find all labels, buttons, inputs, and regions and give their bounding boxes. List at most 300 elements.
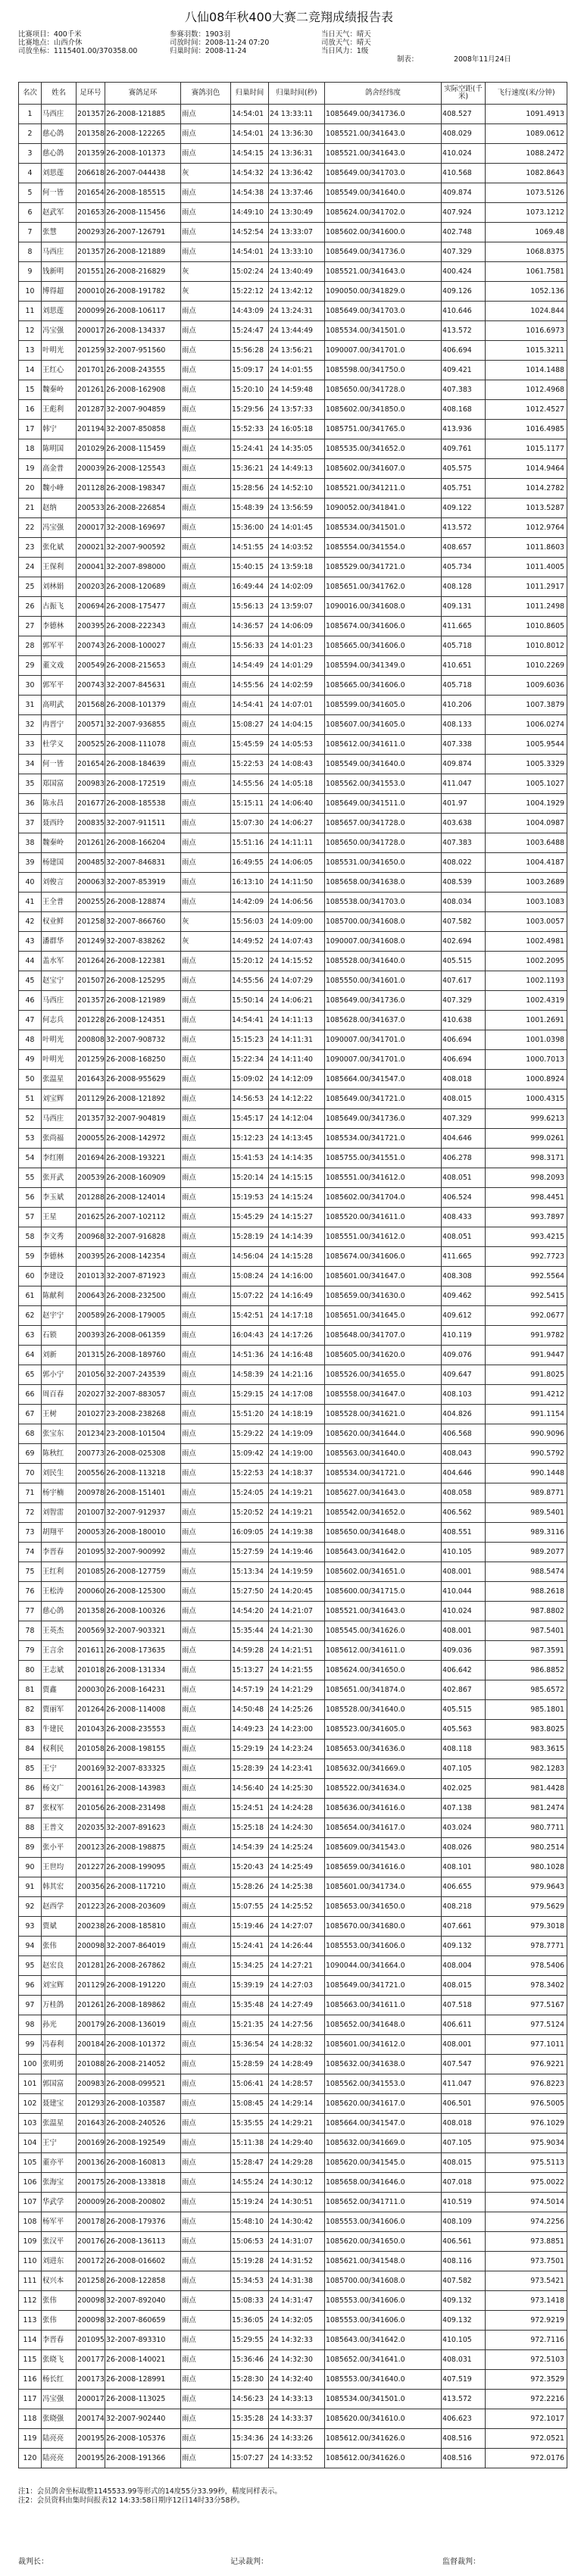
cell-loft-coordinates: 1085531.00/341650.0 xyxy=(325,853,442,873)
cell-loft-coordinates: 1085632.00/341669.0 xyxy=(325,1759,442,1779)
cell-loft-coordinates: 1085659.00/341616.0 xyxy=(325,1858,442,1877)
cell-color: 雨点 xyxy=(181,2212,231,2232)
cell-loft-coordinates: 1085528.00/341621.0 xyxy=(325,1405,442,1424)
cell-loft-coordinates: 1090052.00/341841.0 xyxy=(325,499,442,518)
cell-name: 张伟 xyxy=(42,2311,77,2331)
cell-ring-no: 26-2008-267862 xyxy=(105,1956,181,1976)
cell-loft-coordinates: 1085663.00/341611.0 xyxy=(325,1996,442,2015)
table-row xyxy=(19,1858,567,1877)
cell-speed: 1011.4005 xyxy=(486,558,567,577)
cell-color: 雨点 xyxy=(181,1405,231,1424)
cell-loft-coordinates: 1085665.00/341606.0 xyxy=(325,676,442,696)
cell-arrival-seconds: 24 14:26:44 xyxy=(269,1937,325,1956)
cell-ring-no: 32-2007-866760 xyxy=(105,912,181,932)
cell-name: 张伟 xyxy=(42,1937,77,1956)
cell-name: 王红利 xyxy=(42,1562,77,1582)
cell-speed: 987.3591 xyxy=(486,1641,567,1661)
cell-loft-coordinates: 1085658.00/341646.0 xyxy=(325,2173,442,2193)
cell-loft-coordinates: 1085601.00/341647.0 xyxy=(325,1267,442,1286)
cell-loft-coordinates: 1085650.00/341728.0 xyxy=(325,833,442,853)
table-row xyxy=(19,1897,567,1917)
cell-distance: 408.018 xyxy=(442,2114,486,2134)
cell-ring-no: 26-2008-100027 xyxy=(105,636,181,656)
table-row xyxy=(19,2094,567,2114)
cell-speed: 1004.0987 xyxy=(486,814,567,833)
cell-speed: 993.4215 xyxy=(486,1227,567,1247)
cell-ring-no: 26-2008-184639 xyxy=(105,755,181,774)
cell-speed: 1014.1488 xyxy=(486,361,567,380)
cell-arrival-seconds: 24 14:30:51 xyxy=(269,2193,325,2212)
cell-rank: 47 xyxy=(19,1011,42,1030)
cell-arrival-time: 15:34:36 xyxy=(231,2429,269,2449)
cell-speed: 1011.2917 xyxy=(486,577,567,597)
cell-distance: 407.617 xyxy=(442,971,486,991)
cell-loft-coordinates: 1085621.00/341548.0 xyxy=(325,2252,442,2271)
table-row xyxy=(19,1405,567,1424)
cell-ring-no: 26-2008-061359 xyxy=(105,1326,181,1346)
cell-distance: 409.076 xyxy=(442,1346,486,1365)
cell-speed: 1012.4968 xyxy=(486,380,567,400)
cell-name: 孙光 xyxy=(42,2015,77,2035)
cell-color: 雨点 xyxy=(181,676,231,696)
cell-ring-no: 32-2007-833325 xyxy=(105,1759,181,1779)
cell-ring-no: 26-2008-143983 xyxy=(105,1779,181,1799)
cell-distance: 408.116 xyxy=(442,2252,486,2271)
cell-speed: 992.0677 xyxy=(486,1306,567,1326)
table-row xyxy=(19,912,567,932)
cell-distance: 410.105 xyxy=(442,1543,486,1562)
table-row xyxy=(19,223,567,242)
cell-color: 雨点 xyxy=(181,2449,231,2468)
cell-member-no: 200174 xyxy=(77,2409,105,2429)
cell-member-no: 200041 xyxy=(77,558,105,577)
cell-arrival-seconds: 24 14:14:35 xyxy=(269,1149,325,1168)
cell-rank: 120 xyxy=(19,2449,42,2468)
cell-arrival-seconds: 24 14:16:48 xyxy=(269,1346,325,1365)
cell-arrival-time: 15:28:47 xyxy=(231,2153,269,2173)
cell-arrival-seconds: 24 14:31:47 xyxy=(269,2291,325,2311)
cell-name: 博得超 xyxy=(42,282,77,302)
cell-ring-no: 26-2008-101373 xyxy=(105,144,181,164)
cell-color: 雨点 xyxy=(181,538,231,558)
cell-ring-no: 26-2008-133818 xyxy=(105,2173,181,2193)
cell-name: 董文戏 xyxy=(42,656,77,676)
cell-arrival-seconds: 24 14:25:30 xyxy=(269,1779,325,1799)
cell-name: 郭小宁 xyxy=(42,1365,77,1385)
cell-speed: 972.3529 xyxy=(486,2370,567,2390)
cell-distance: 404.646 xyxy=(442,1464,486,1483)
cell-arrival-time: 15:20:14 xyxy=(231,1168,269,1188)
table-row xyxy=(19,1937,567,1956)
cell-arrival-seconds: 24 14:12:09 xyxy=(269,1070,325,1089)
cell-loft-coordinates: 1085602.00/341651.0 xyxy=(325,1562,442,1582)
cell-member-no: 200169 xyxy=(77,1759,105,1779)
cell-ring-no: 26-2008-216829 xyxy=(105,262,181,282)
cell-member-no: 200549 xyxy=(77,656,105,676)
cell-arrival-seconds: 24 14:07:01 xyxy=(269,696,325,715)
cell-rank: 115 xyxy=(19,2350,42,2370)
cell-distance: 409.131 xyxy=(442,597,486,617)
cell-arrival-seconds: 24 14:17:26 xyxy=(269,1326,325,1346)
cell-speed: 1002.2095 xyxy=(486,952,567,971)
cell-distance: 408.516 xyxy=(442,2449,486,2468)
cell-speed: 1073.5126 xyxy=(486,183,567,203)
cell-loft-coordinates: 1085649.00/341703.0 xyxy=(325,164,442,183)
cell-ring-no: 26-2008-240526 xyxy=(105,2114,181,2134)
cell-rank: 70 xyxy=(19,1464,42,1483)
cell-arrival-seconds: 24 14:31:52 xyxy=(269,2252,325,2271)
cell-distance: 408.051 xyxy=(442,1227,486,1247)
cell-name: 杨建国 xyxy=(42,853,77,873)
cell-distance: 402.748 xyxy=(442,223,486,242)
cell-speed: 989.3116 xyxy=(486,1523,567,1543)
cell-loft-coordinates: 1085653.00/341650.0 xyxy=(325,1897,442,1917)
cell-arrival-time: 15:29:19 xyxy=(231,1740,269,1759)
cell-speed: 985.6572 xyxy=(486,1680,567,1700)
cell-member-no: 200010 xyxy=(77,282,105,302)
cell-speed: 1000.4315 xyxy=(486,1089,567,1109)
cell-rank: 14 xyxy=(19,361,42,380)
cell-distance: 404.826 xyxy=(442,1405,486,1424)
cell-color: 雨点 xyxy=(181,952,231,971)
cell-speed: 972.7116 xyxy=(486,2331,567,2350)
cell-color: 雨点 xyxy=(181,1937,231,1956)
cell-arrival-seconds: 24 14:33:52 xyxy=(269,2449,325,2468)
cell-ring-no: 32-2007-845631 xyxy=(105,676,181,696)
table-row xyxy=(19,1799,567,1818)
cell-arrival-seconds: 24 14:13:45 xyxy=(269,1129,325,1149)
cell-speed: 989.5401 xyxy=(486,1503,567,1523)
cell-rank: 88 xyxy=(19,1818,42,1838)
cell-rank: 4 xyxy=(19,164,42,183)
cell-rank: 99 xyxy=(19,2035,42,2055)
cell-distance: 406.694 xyxy=(442,1030,486,1050)
cell-rank: 97 xyxy=(19,1996,42,2015)
cell-member-no: 200983 xyxy=(77,2074,105,2094)
cell-name: 权业鲜 xyxy=(42,912,77,932)
cell-arrival-time: 15:34:25 xyxy=(231,1956,269,1976)
cell-color: 雨点 xyxy=(181,2311,231,2331)
cell-arrival-seconds: 24 14:27:49 xyxy=(269,1996,325,2015)
cell-ring-no: 32-2008-169697 xyxy=(105,518,181,538)
cell-color: 雨点 xyxy=(181,1149,231,1168)
cell-distance: 410.638 xyxy=(442,1011,486,1030)
cell-rank: 38 xyxy=(19,833,42,853)
cell-arrival-time: 15:22:12 xyxy=(231,282,269,302)
cell-ring-no: 26-2008-121889 xyxy=(105,242,181,262)
cell-arrival-seconds: 24 14:12:22 xyxy=(269,1089,325,1109)
cell-loft-coordinates: 1090050.00/341829.0 xyxy=(325,282,442,302)
cell-arrival-time: 15:36:21 xyxy=(231,459,269,479)
cell-name: 华武学 xyxy=(42,2193,77,2212)
cell-arrival-seconds: 24 13:59:07 xyxy=(269,597,325,617)
cell-arrival-time: 15:35:44 xyxy=(231,1621,269,1641)
cell-loft-coordinates: 1085562.00/341553.0 xyxy=(325,2074,442,2094)
cell-color: 雨点 xyxy=(181,1602,231,1621)
cell-rank: 36 xyxy=(19,794,42,814)
cell-rank: 35 xyxy=(19,774,42,794)
cell-member-no: 200060 xyxy=(77,1582,105,1602)
cell-rank: 102 xyxy=(19,2094,42,2114)
cell-name: 冯宝强 xyxy=(42,518,77,538)
cell-distance: 409.132 xyxy=(442,2311,486,2331)
cell-rank: 58 xyxy=(19,1227,42,1247)
cell-ring-no: 26-2008-173635 xyxy=(105,1641,181,1661)
cell-distance: 407.519 xyxy=(442,2370,486,2390)
cell-name: 张明勇 xyxy=(42,2055,77,2074)
cell-color: 雨点 xyxy=(181,459,231,479)
cell-loft-coordinates: 1085599.00/341605.0 xyxy=(325,696,442,715)
footnote-2: 注2：会员资料由集时间报表12 14:33:58日期序12日14时33分58秒。 xyxy=(18,2496,245,2505)
header-arrival-time: 归巢时间 xyxy=(231,83,269,105)
cell-arrival-seconds: 24 14:19:46 xyxy=(269,1543,325,1562)
cell-arrival-seconds: 24 14:32:05 xyxy=(269,2311,325,2331)
cell-arrival-time: 14:58:39 xyxy=(231,1365,269,1385)
cell-ring-no: 26-2007-126791 xyxy=(105,223,181,242)
table-row xyxy=(19,2370,567,2390)
table-row xyxy=(19,1365,567,1385)
cell-member-no: 201043 xyxy=(77,1720,105,1740)
cell-member-no: 200017 xyxy=(77,321,105,341)
cell-loft-coordinates: 1085674.00/341606.0 xyxy=(325,1247,442,1267)
cell-speed: 1089.0612 xyxy=(486,124,567,144)
cell-rank: 103 xyxy=(19,2114,42,2134)
cell-member-no: 200743 xyxy=(77,636,105,656)
cell-member-no: 200055 xyxy=(77,1129,105,1149)
table-row xyxy=(19,1149,567,1168)
cell-name: 董亦平 xyxy=(42,2153,77,2173)
cell-speed: 983.8025 xyxy=(486,1720,567,1740)
cell-ring-no: 26-2008-136019 xyxy=(105,2015,181,2035)
table-row xyxy=(19,676,567,696)
cell-distance: 406.694 xyxy=(442,1050,486,1070)
cell-loft-coordinates: 1085520.00/341611.0 xyxy=(325,1208,442,1227)
cell-arrival-time: 14:54:39 xyxy=(231,1838,269,1858)
cell-distance: 408.026 xyxy=(442,1838,486,1858)
cell-arrival-seconds: 24 14:27:07 xyxy=(269,1917,325,1937)
cell-color: 雨点 xyxy=(181,1365,231,1385)
cell-arrival-time: 15:28:26 xyxy=(231,1877,269,1897)
table-row xyxy=(19,1661,567,1680)
cell-member-no: 201261 xyxy=(77,380,105,400)
cell-arrival-time: 14:54:32 xyxy=(231,164,269,183)
cell-ring-no: 26-2008-121885 xyxy=(105,105,181,124)
cell-distance: 413.572 xyxy=(442,2390,486,2409)
cell-speed: 1001.2691 xyxy=(486,1011,567,1030)
cell-arrival-seconds: 24 14:11:50 xyxy=(269,873,325,893)
cell-name: 王英杰 xyxy=(42,1621,77,1641)
table-row xyxy=(19,479,567,499)
cell-arrival-time: 14:54:38 xyxy=(231,183,269,203)
release-weather: 司放天气：晴天 xyxy=(321,39,371,47)
cell-color: 雨点 xyxy=(181,1838,231,1858)
cell-distance: 409.874 xyxy=(442,755,486,774)
cell-rank: 110 xyxy=(19,2252,42,2271)
cell-arrival-seconds: 24 13:42:12 xyxy=(269,282,325,302)
cell-member-no: 201625 xyxy=(77,1208,105,1227)
cell-arrival-time: 15:48:10 xyxy=(231,2212,269,2232)
cell-ring-no: 26-2008-198155 xyxy=(105,1740,181,1759)
table-row xyxy=(19,1424,567,1444)
cell-ring-no: 26-2008-127759 xyxy=(105,1562,181,1582)
cell-color: 灰 xyxy=(181,164,231,183)
cell-speed: 1088.2472 xyxy=(486,144,567,164)
cell-rank: 30 xyxy=(19,676,42,696)
cell-arrival-seconds: 24 16:05:18 xyxy=(269,420,325,439)
table-row xyxy=(19,242,567,262)
cell-distance: 409.612 xyxy=(442,1306,486,1326)
cell-distance: 408.015 xyxy=(442,1976,486,1996)
cell-color: 雨点 xyxy=(181,893,231,912)
table-row xyxy=(19,991,567,1011)
cell-color: 雨点 xyxy=(181,1227,231,1247)
cell-arrival-time: 15:29:22 xyxy=(231,1424,269,1444)
cell-arrival-seconds: 24 14:27:21 xyxy=(269,1956,325,1976)
cell-distance: 411.665 xyxy=(442,617,486,636)
cell-distance: 407.582 xyxy=(442,2271,486,2291)
cell-arrival-time: 15:36:54 xyxy=(231,2035,269,2055)
cell-rank: 81 xyxy=(19,1680,42,1700)
table-row xyxy=(19,735,567,755)
cell-ring-no: 26-2008-142354 xyxy=(105,1247,181,1267)
cell-color: 雨点 xyxy=(181,499,231,518)
cell-ring-no: 26-2007-102112 xyxy=(105,1208,181,1227)
cell-loft-coordinates: 1085602.00/341600.0 xyxy=(325,223,442,242)
cell-speed: 985.1801 xyxy=(486,1700,567,1720)
cell-member-no: 200173 xyxy=(77,2370,105,2390)
cell-ring-no: 26-2008-128874 xyxy=(105,893,181,912)
cell-color: 雨点 xyxy=(181,2370,231,2390)
cell-loft-coordinates: 1085670.00/341680.0 xyxy=(325,1917,442,1937)
cell-name: 权利民 xyxy=(42,1740,77,1759)
cell-ring-no: 26-2008-185515 xyxy=(105,183,181,203)
cell-loft-coordinates: 1085549.00/341640.0 xyxy=(325,755,442,774)
cell-arrival-seconds: 24 14:52:10 xyxy=(269,479,325,499)
cell-arrival-seconds: 24 14:19:09 xyxy=(269,1424,325,1444)
cell-arrival-time: 15:19:24 xyxy=(231,2193,269,2212)
cell-color: 雨点 xyxy=(181,1346,231,1365)
cell-name: 马西庄 xyxy=(42,1109,77,1129)
cell-member-no: 201234 xyxy=(77,1424,105,1444)
cell-name: 张温星 xyxy=(42,2114,77,2134)
table-row xyxy=(19,2212,567,2232)
cell-loft-coordinates: 1085609.00/341543.0 xyxy=(325,1838,442,1858)
cell-ring-no: 32-2007-871923 xyxy=(105,1267,181,1286)
cell-name: 高金普 xyxy=(42,459,77,479)
cell-member-no: 200063 xyxy=(77,873,105,893)
cell-color: 雨点 xyxy=(181,1641,231,1661)
cell-distance: 408.018 xyxy=(442,1070,486,1089)
cell-arrival-time: 15:06:41 xyxy=(231,2074,269,2094)
cell-ring-no: 32-2007-864019 xyxy=(105,1937,181,1956)
cell-member-no: 201315 xyxy=(77,1346,105,1365)
cell-rank: 60 xyxy=(19,1267,42,1286)
table-row xyxy=(19,696,567,715)
cell-distance: 408.051 xyxy=(442,1168,486,1188)
cell-distance: 406.694 xyxy=(442,341,486,361)
cell-loft-coordinates: 1085529.00/341721.0 xyxy=(325,558,442,577)
cell-name: 牛建民 xyxy=(42,1720,77,1740)
cell-arrival-seconds: 24 14:01:55 xyxy=(269,361,325,380)
cell-arrival-seconds: 24 14:23:00 xyxy=(269,1720,325,1740)
cell-member-no: 200175 xyxy=(77,2173,105,2193)
cell-member-no: 201029 xyxy=(77,439,105,459)
cell-member-no: 201085 xyxy=(77,1562,105,1582)
cell-arrival-time: 15:19:28 xyxy=(231,2252,269,2271)
cell-rank: 45 xyxy=(19,971,42,991)
cell-loft-coordinates: 1085521.00/341643.0 xyxy=(325,144,442,164)
cell-speed: 1003.2689 xyxy=(486,873,567,893)
table-row xyxy=(19,2311,567,2331)
cell-name: 杨文广 xyxy=(42,1779,77,1799)
cell-ring-no: 26-2008-125300 xyxy=(105,1582,181,1602)
cell-rank: 23 xyxy=(19,538,42,558)
cell-color: 雨点 xyxy=(181,1818,231,1838)
cell-name: 马西庄 xyxy=(42,242,77,262)
table-row xyxy=(19,1385,567,1405)
cell-arrival-seconds: 24 13:57:33 xyxy=(269,400,325,420)
cell-ring-no: 32-2007-908732 xyxy=(105,1030,181,1050)
table-row xyxy=(19,1286,567,1306)
cell-name: 李文秀 xyxy=(42,1227,77,1247)
cell-arrival-time: 14:54:01 xyxy=(231,124,269,144)
cell-ring-no: 26-2008-105376 xyxy=(105,2429,181,2449)
cell-loft-coordinates: 1085650.00/341648.0 xyxy=(325,1523,442,1543)
cell-distance: 402.025 xyxy=(442,1779,486,1799)
cell-loft-coordinates: 1085534.00/341501.0 xyxy=(325,518,442,538)
cell-distance: 409.132 xyxy=(442,2291,486,2311)
cell-name: 赵武军 xyxy=(42,203,77,223)
cell-loft-coordinates: 1085652.00/341648.0 xyxy=(325,2015,442,2035)
cell-arrival-time: 14:55:56 xyxy=(231,676,269,696)
cell-ring-no: 26-2008-191220 xyxy=(105,1976,181,1996)
cell-ring-no: 26-2008-125543 xyxy=(105,459,181,479)
cell-rank: 91 xyxy=(19,1877,42,1897)
cell-rank: 8 xyxy=(19,242,42,262)
cell-distance: 408.001 xyxy=(442,1621,486,1641)
cell-speed: 972.0176 xyxy=(486,2449,567,2468)
cell-member-no: 200099 xyxy=(77,302,105,321)
cell-arrival-seconds: 24 13:44:49 xyxy=(269,321,325,341)
cell-distance: 406.642 xyxy=(442,1661,486,1680)
cell-arrival-time: 15:19:46 xyxy=(231,1917,269,1937)
cell-ring-no: 26-2008-131334 xyxy=(105,1661,181,1680)
cell-arrival-seconds: 24 14:21:16 xyxy=(269,1365,325,1385)
cell-loft-coordinates: 1085632.00/341669.0 xyxy=(325,2134,442,2153)
cell-ring-no: 26-2008-100326 xyxy=(105,1602,181,1621)
cell-rank: 93 xyxy=(19,1917,42,1937)
cell-rank: 5 xyxy=(19,183,42,203)
cell-name: 张晓飞 xyxy=(42,2350,77,2370)
cell-speed: 979.9643 xyxy=(486,1877,567,1897)
cell-rank: 65 xyxy=(19,1365,42,1385)
cell-arrival-seconds: 24 14:31:38 xyxy=(269,2271,325,2291)
cell-distance: 403.024 xyxy=(442,1818,486,1838)
cell-loft-coordinates: 1085528.00/341640.0 xyxy=(325,1700,442,1720)
cell-member-no: 200176 xyxy=(77,2232,105,2252)
cell-speed: 1011.2498 xyxy=(486,597,567,617)
cell-rank: 27 xyxy=(19,617,42,636)
cell-distance: 410.206 xyxy=(442,696,486,715)
cell-color: 雨点 xyxy=(181,1208,231,1227)
wind-force: 当日风力：1级 xyxy=(321,47,369,55)
cell-arrival-seconds: 24 14:12:04 xyxy=(269,1109,325,1129)
cell-member-no: 200021 xyxy=(77,538,105,558)
cell-name: 张小平 xyxy=(42,1838,77,1858)
cell-speed: 981.2474 xyxy=(486,1799,567,1818)
cell-name: 张温星 xyxy=(42,1070,77,1089)
cell-rank: 1 xyxy=(19,105,42,124)
